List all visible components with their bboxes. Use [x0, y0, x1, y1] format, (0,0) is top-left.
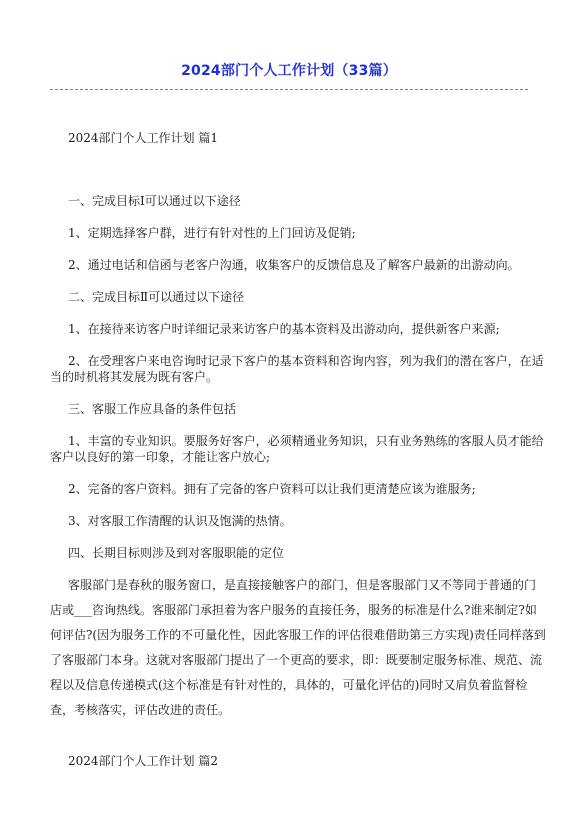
- paragraph: 2、通过电话和信函与老客户沟通，收集客户的反馈信息及了解客户最新的出游动向。: [68, 258, 520, 272]
- paragraph: 客服部门是春秋的服务窗口，是直接接触客户的部门，但是客服部门又不等同于普通的门店或___咨询热线。客服部门承担着为客户服务的直接任务，服务的标准是什么?谁来制定?如何评估?(因为服务工作的不可量化性，因此客服工作的评估很难借助第三方实现)责任同样落到了客服部门本身。这就对客服部门提出了一个更高的要求，即：既要制定服务标准、规范、流程以及信息传递模式(这个标准是有针对性的，具体的，可量化评估的)同时又肩负着监督检查，考核落实，评估改进的责任。: [50, 578, 546, 717]
- spacer: [68, 146, 546, 193]
- paragraph: 1、在接待来访客户时详细记录来访客户的基本资料及出游动向，提供新客户来源;: [68, 322, 500, 336]
- document-title: 2024部门个人工作计划（33篇）: [181, 63, 397, 79]
- paragraph: 一、完成目标Ⅰ可以通过以下途径: [68, 194, 241, 208]
- paragraph: 2、完备的客户资料。拥有了完备的客户资料可以让我们更清楚应该为谁服务;: [68, 482, 476, 496]
- paragraph: 三、客服工作应具备的条件包括: [68, 402, 237, 416]
- document-body: [50, 130, 546, 769]
- title-divider: [50, 89, 528, 90]
- paragraph: 1、丰富的专业知识。要服务好客户，必须精通业务知识，只有业务熟练的客服人员才能给客户以良好的第一印象，才能让客户放心;: [50, 434, 544, 464]
- section-heading: 2024部门个人工作计划 篇1: [68, 131, 218, 145]
- paragraph: 四、长期目标则涉及到对客服职能的定位: [68, 546, 285, 560]
- paragraph: 二、完成目标Ⅱ可以通过以下途径: [68, 290, 245, 304]
- paragraph: 1、定期选择客户群，进行有针对性的上门回访及促销;: [68, 226, 356, 240]
- section-heading: 2024部门个人工作计划 篇2: [68, 754, 218, 768]
- paragraph: 2、在受理客户来电咨询时记录下客户的基本资料和咨询内容，列为我们的潜在客户，在适当的时机将其发展为既有客户。: [50, 354, 544, 384]
- paragraph: 3、对客服工作清醒的认识及饱满的热情。: [68, 514, 292, 528]
